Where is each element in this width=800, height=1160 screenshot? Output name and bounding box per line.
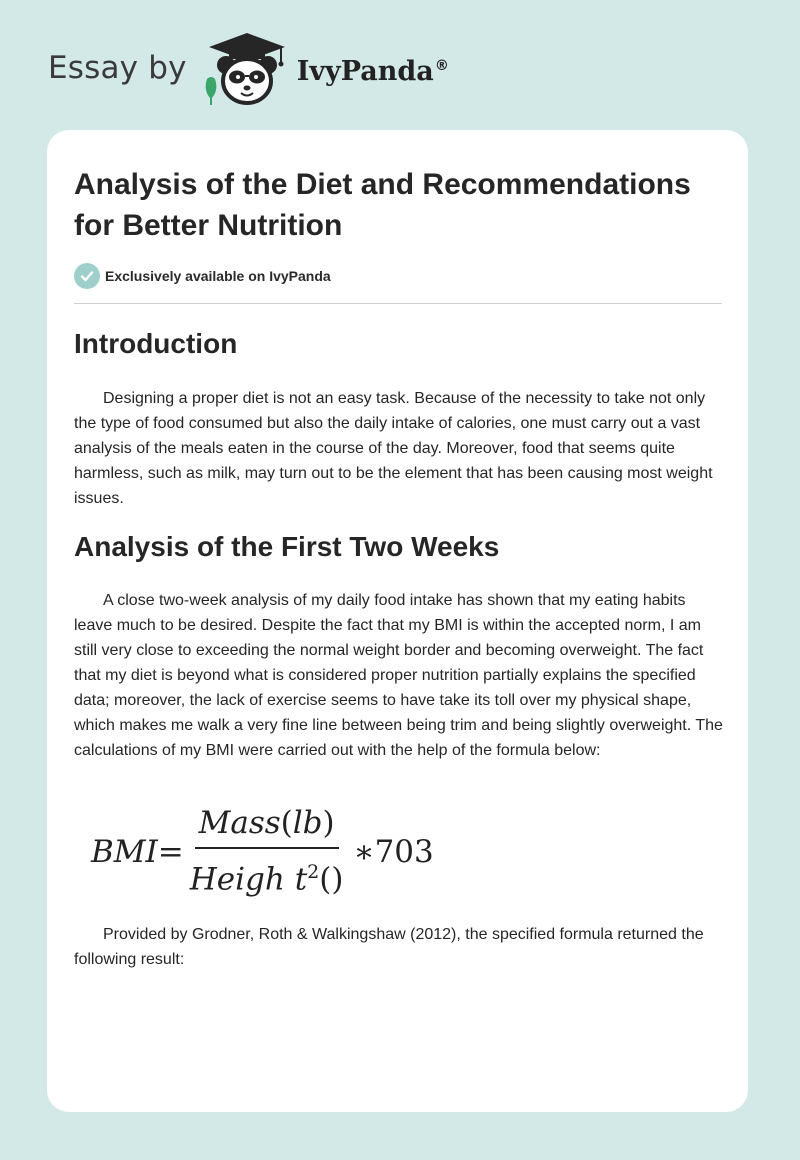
brand-name: IvyPanda® xyxy=(296,55,449,87)
exclusive-badge xyxy=(74,263,331,289)
formula-lhs: BMI= xyxy=(91,834,184,870)
section-heading-introduction: Introduction xyxy=(74,328,238,359)
essay-card xyxy=(47,130,748,1112)
formula-numerator: Mass(lb) xyxy=(195,805,339,849)
paragraph-introduction: Designing a proper diet is not an easy task. Because of the necessity to take not only the type of food consumed but also the daily intake of calories, one must carry out a vast analysis of the meals eaten in the course of the day. Moreover, food that seems quite harmless, such as milk, may turn out to be the element that has been causing most weight issues. xyxy=(74,390,713,507)
formula-fraction xyxy=(186,805,348,898)
title-divider xyxy=(74,303,722,304)
site-brand[interactable] xyxy=(48,30,449,110)
exclusive-badge-text: Exclusively available on IvyPanda xyxy=(105,268,331,284)
formula-denominator: Heigh $t^2()$ xyxy=(189,861,344,898)
brand-prefix: Essay by xyxy=(48,50,187,86)
section-heading-analysis: Analysis of the First Two Weeks xyxy=(74,531,500,562)
panda-logo-icon xyxy=(201,31,293,109)
check-icon xyxy=(74,263,100,289)
formula-multiplier: ∗703 xyxy=(353,834,434,870)
paragraph-result-intro: Provided by Grodner, Roth & Walkingshaw (2012), the specified formula returned the following result: xyxy=(74,926,704,968)
bmi-formula xyxy=(91,802,434,902)
paragraph-analysis: A close two-week analysis of my daily food intake has shown that my eating habits leave much to be desired. Despite the fact that my BMI is within the accepted norm, I am still very close to exceeding the normal weight border and becoming overweight. The fact that my diet is beyond what is considered proper nutrition partially explains the specified data; moreover, the lack of exercise seems to have take its toll over my physical shape, which makes me walk a very fine line between being trim and being slightly overweight. The calculations of my BMI were carried out with the help of the formula below: xyxy=(74,592,723,759)
page-title: Analysis of the Diet and Recommendations for Better Nutrition xyxy=(74,168,691,242)
registered-mark: ® xyxy=(434,57,449,74)
